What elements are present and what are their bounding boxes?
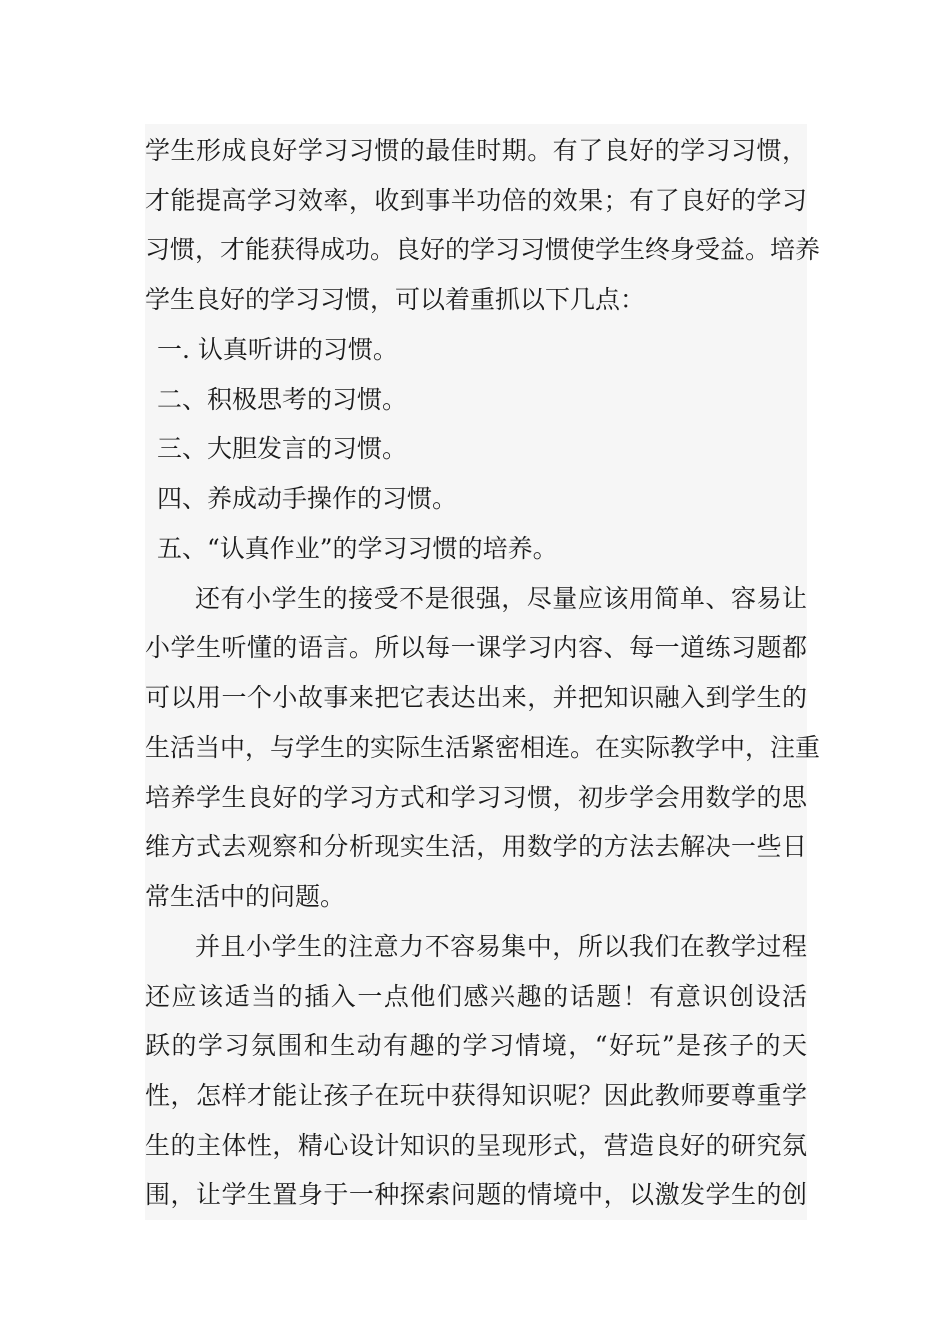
paragraph-three-line: 跃的学习氛围和生动有趣的学习情境，“好玩”是孩子的天 xyxy=(145,1031,807,1060)
intro-line: 习惯，才能获得成功。良好的学习习惯使学生终身受益。培养 xyxy=(145,235,821,264)
paragraph-two-line: 培养学生良好的学习方式和学习习惯，初步学会用数学的思 xyxy=(145,783,807,812)
list-item: 五、“认真作业”的学习习惯的培养。 xyxy=(157,534,558,563)
paragraph-two-line: 还有小学生的接受不是很强，尽量应该用简单、容易让 xyxy=(195,584,807,613)
paragraph-two-line: 可以用一个小故事来把它表达出来，并把知识融入到学生的 xyxy=(145,683,807,712)
document-text-block xyxy=(145,124,821,1220)
list-item: 三、大胆发言的习惯。 xyxy=(157,434,408,463)
paragraph-three-line: 还应该适当的插入一点他们感兴趣的话题！有意识创设活 xyxy=(145,982,807,1011)
list-item: 一. 认真听讲的习惯。 xyxy=(157,335,398,364)
paragraph-three-line: 性，怎样才能让孩子在玩中获得知识呢？因此教师要尊重学 xyxy=(145,1081,807,1110)
paragraph-two-line: 维方式去观察和分析现实生活，用数学的方法去解决一些日 xyxy=(145,832,807,861)
paragraph-three-line: 并且小学生的注意力不容易集中，所以我们在教学过程 xyxy=(195,932,807,961)
paragraph-two-line: 常生活中的问题。 xyxy=(145,882,346,911)
intro-line: 学生形成良好学习习惯的最佳时期。有了良好的学习习惯， xyxy=(145,136,807,165)
intro-line: 学生良好的学习习惯，可以着重抓以下几点： xyxy=(145,285,646,314)
paragraph-two-line: 生活当中，与学生的实际生活紧密相连。在实际教学中，注重 xyxy=(145,733,821,762)
list-item: 二、积极思考的习惯。 xyxy=(157,385,408,414)
intro-line: 才能提高学习效率，收到事半功倍的效果；有了良好的学习 xyxy=(145,186,807,215)
list-item: 四、养成动手操作的习惯。 xyxy=(157,484,458,513)
paragraph-three-line: 生的主体性，精心设计知识的呈现形式，营造良好的研究氛 xyxy=(145,1131,807,1160)
paragraph-two-line: 小学生听懂的语言。所以每一课学习内容、每一道练习题都 xyxy=(145,633,807,662)
paragraph-three-line: 围，让学生置身于一种探索问题的情境中，以激发学生的创 xyxy=(145,1180,807,1209)
